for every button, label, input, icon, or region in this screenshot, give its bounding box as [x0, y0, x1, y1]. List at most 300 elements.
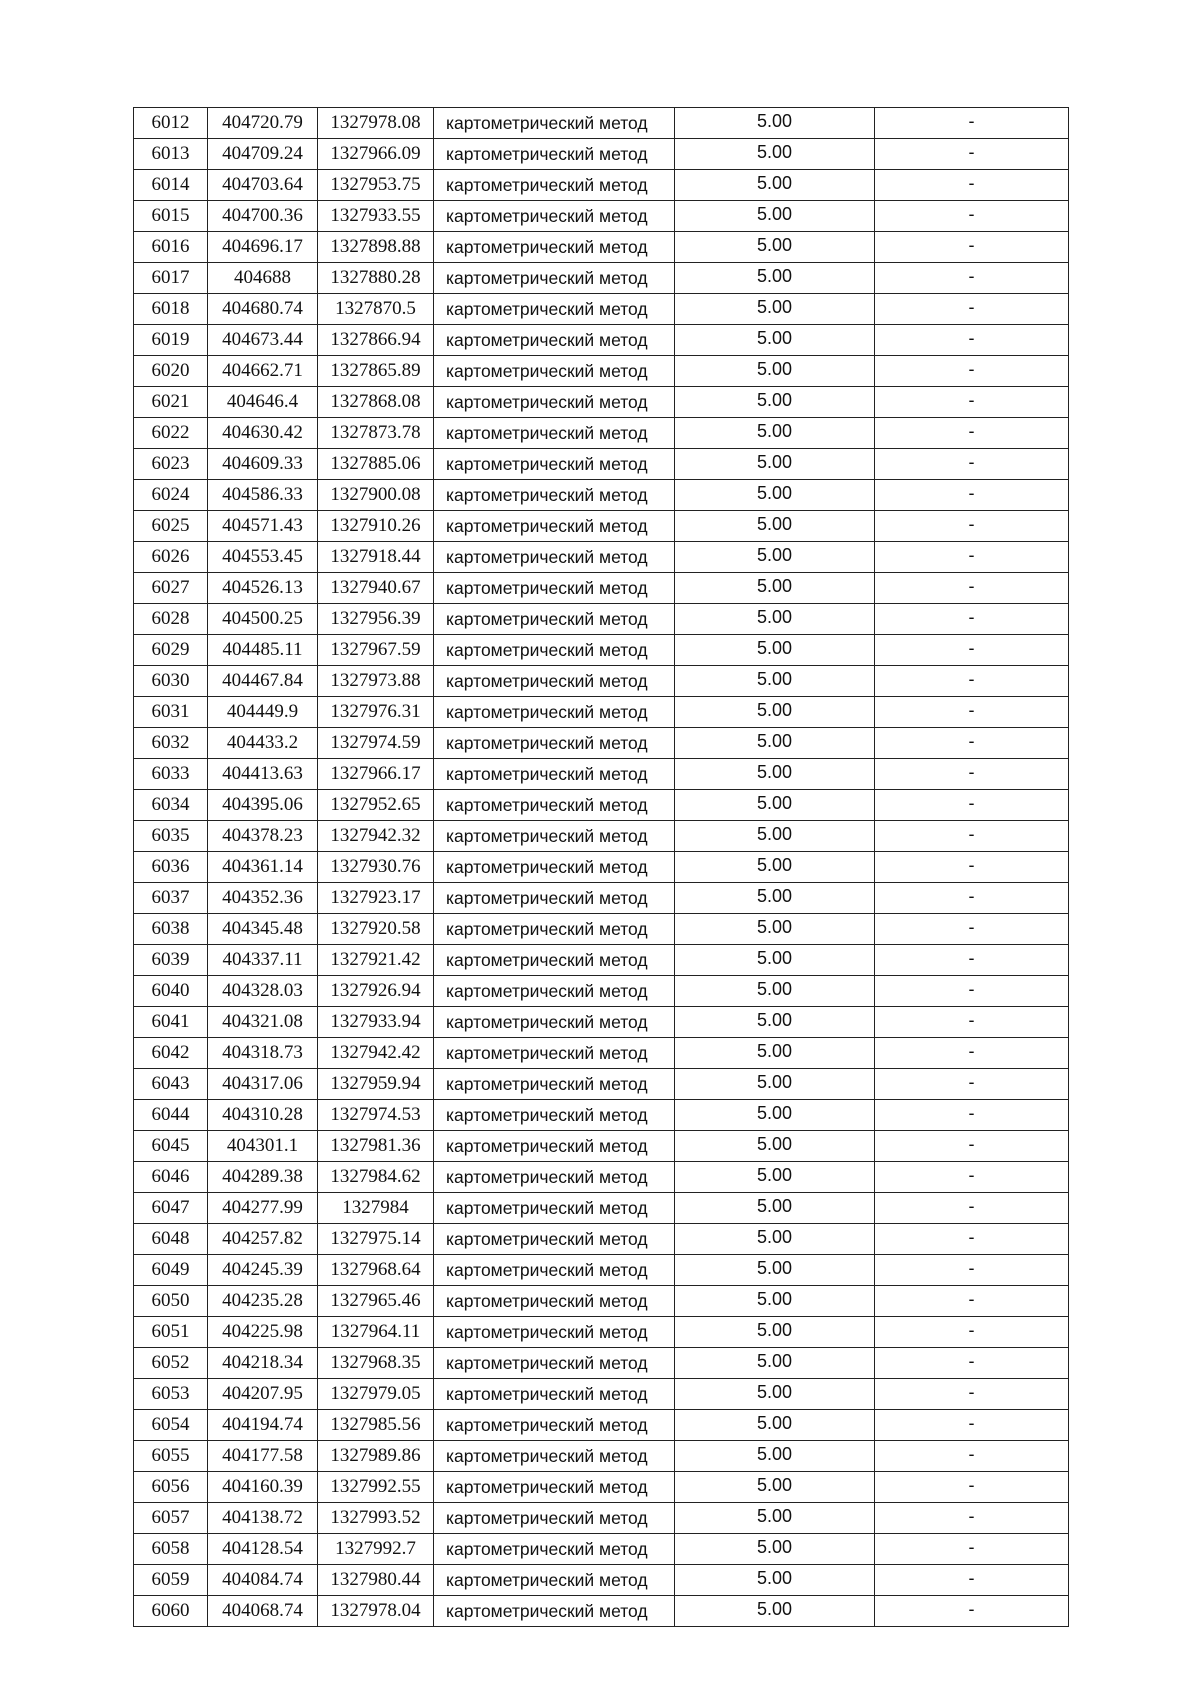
table-row	[134, 1038, 1069, 1069]
point-number-cell: 6029	[134, 635, 208, 666]
coordinate-y-cell: 1327880.28	[318, 263, 434, 294]
coordinate-y-cell: 1327984.62	[318, 1162, 434, 1193]
note-cell: -	[875, 201, 1069, 232]
method-cell: картометрический метод	[434, 1534, 675, 1565]
note-cell: -	[875, 1565, 1069, 1596]
method-cell: картометрический метод	[434, 883, 675, 914]
coordinate-y-cell: 1327978.04	[318, 1596, 434, 1627]
method-cell: картометрический метод	[434, 821, 675, 852]
method-cell: картометрический метод	[434, 697, 675, 728]
coordinate-x-cell: 404433.2	[208, 728, 318, 759]
table-row	[134, 1534, 1069, 1565]
table-row	[134, 1472, 1069, 1503]
accuracy-cell: 5.00	[675, 170, 875, 201]
table-row	[134, 449, 1069, 480]
accuracy-cell: 5.00	[675, 325, 875, 356]
note-cell: -	[875, 1317, 1069, 1348]
point-number-cell: 6043	[134, 1069, 208, 1100]
accuracy-cell: 5.00	[675, 1007, 875, 1038]
method-cell: картометрический метод	[434, 1286, 675, 1317]
coordinate-x-cell: 404301.1	[208, 1131, 318, 1162]
table-row	[134, 1503, 1069, 1534]
point-number-cell: 6041	[134, 1007, 208, 1038]
method-cell: картометрический метод	[434, 1100, 675, 1131]
note-cell: -	[875, 1100, 1069, 1131]
coordinate-x-cell: 404345.48	[208, 914, 318, 945]
method-cell: картометрический метод	[434, 604, 675, 635]
note-cell: -	[875, 1348, 1069, 1379]
accuracy-cell: 5.00	[675, 511, 875, 542]
accuracy-cell: 5.00	[675, 1162, 875, 1193]
table-row	[134, 728, 1069, 759]
accuracy-cell: 5.00	[675, 294, 875, 325]
point-number-cell: 6042	[134, 1038, 208, 1069]
accuracy-cell: 5.00	[675, 945, 875, 976]
coordinate-y-cell: 1327968.64	[318, 1255, 434, 1286]
point-number-cell: 6035	[134, 821, 208, 852]
coordinate-x-cell: 404553.45	[208, 542, 318, 573]
method-cell: картометрический метод	[434, 542, 675, 573]
point-number-cell: 6048	[134, 1224, 208, 1255]
point-number-cell: 6050	[134, 1286, 208, 1317]
table-row	[134, 1596, 1069, 1627]
coordinate-x-cell: 404277.99	[208, 1193, 318, 1224]
method-cell: картометрический метод	[434, 108, 675, 139]
accuracy-cell: 5.00	[675, 1379, 875, 1410]
coordinate-y-cell: 1327965.46	[318, 1286, 434, 1317]
method-cell: картометрический метод	[434, 325, 675, 356]
point-number-cell: 6045	[134, 1131, 208, 1162]
table-row	[134, 201, 1069, 232]
table-row	[134, 1379, 1069, 1410]
point-number-cell: 6046	[134, 1162, 208, 1193]
coordinate-x-cell: 404688	[208, 263, 318, 294]
method-cell: картометрический метод	[434, 201, 675, 232]
note-cell: -	[875, 1224, 1069, 1255]
method-cell: картометрический метод	[434, 1007, 675, 1038]
method-cell: картометрический метод	[434, 666, 675, 697]
point-number-cell: 6018	[134, 294, 208, 325]
coordinate-y-cell: 1327989.86	[318, 1441, 434, 1472]
accuracy-cell: 5.00	[675, 1100, 875, 1131]
note-cell: -	[875, 480, 1069, 511]
accuracy-cell: 5.00	[675, 790, 875, 821]
point-number-cell: 6059	[134, 1565, 208, 1596]
coordinate-y-cell: 1327870.5	[318, 294, 434, 325]
note-cell: -	[875, 821, 1069, 852]
table-row	[134, 511, 1069, 542]
point-number-cell: 6032	[134, 728, 208, 759]
note-cell: -	[875, 232, 1069, 263]
coordinate-y-cell: 1327910.26	[318, 511, 434, 542]
point-number-cell: 6020	[134, 356, 208, 387]
table-row	[134, 232, 1069, 263]
method-cell: картометрический метод	[434, 1565, 675, 1596]
note-cell: -	[875, 1007, 1069, 1038]
point-number-cell: 6025	[134, 511, 208, 542]
point-number-cell: 6044	[134, 1100, 208, 1131]
table-row	[134, 480, 1069, 511]
coordinate-y-cell: 1327898.88	[318, 232, 434, 263]
note-cell: -	[875, 449, 1069, 480]
accuracy-cell: 5.00	[675, 1038, 875, 1069]
method-cell: картометрический метод	[434, 759, 675, 790]
table-row	[134, 945, 1069, 976]
method-cell: картометрический метод	[434, 573, 675, 604]
table-row	[134, 325, 1069, 356]
method-cell: картометрический метод	[434, 728, 675, 759]
coordinates-table-body	[134, 108, 1069, 1627]
coordinate-x-cell: 404709.24	[208, 139, 318, 170]
accuracy-cell: 5.00	[675, 666, 875, 697]
point-number-cell: 6040	[134, 976, 208, 1007]
coordinate-x-cell: 404500.25	[208, 604, 318, 635]
table-row	[134, 1193, 1069, 1224]
coordinate-x-cell: 404352.36	[208, 883, 318, 914]
table-row	[134, 387, 1069, 418]
note-cell: -	[875, 387, 1069, 418]
coordinate-x-cell: 404225.98	[208, 1317, 318, 1348]
coordinate-x-cell: 404328.03	[208, 976, 318, 1007]
coordinate-y-cell: 1327973.88	[318, 666, 434, 697]
accuracy-cell: 5.00	[675, 418, 875, 449]
point-number-cell: 6056	[134, 1472, 208, 1503]
coordinate-y-cell: 1327940.67	[318, 573, 434, 604]
table-row	[134, 170, 1069, 201]
table-row	[134, 666, 1069, 697]
accuracy-cell: 5.00	[675, 542, 875, 573]
coordinate-y-cell: 1327921.42	[318, 945, 434, 976]
table-row	[134, 1007, 1069, 1038]
note-cell: -	[875, 1534, 1069, 1565]
accuracy-cell: 5.00	[675, 883, 875, 914]
accuracy-cell: 5.00	[675, 1286, 875, 1317]
accuracy-cell: 5.00	[675, 480, 875, 511]
note-cell: -	[875, 759, 1069, 790]
coordinate-x-cell: 404194.74	[208, 1410, 318, 1441]
coordinate-x-cell: 404138.72	[208, 1503, 318, 1534]
note-cell: -	[875, 1193, 1069, 1224]
accuracy-cell: 5.00	[675, 914, 875, 945]
coordinate-x-cell: 404703.64	[208, 170, 318, 201]
table-row	[134, 1317, 1069, 1348]
note-cell: -	[875, 790, 1069, 821]
accuracy-cell: 5.00	[675, 1131, 875, 1162]
accuracy-cell: 5.00	[675, 852, 875, 883]
method-cell: картометрический метод	[434, 480, 675, 511]
table-row	[134, 852, 1069, 883]
coordinate-x-cell: 404609.33	[208, 449, 318, 480]
coordinate-y-cell: 1327933.94	[318, 1007, 434, 1038]
coordinate-y-cell: 1327865.89	[318, 356, 434, 387]
note-cell: -	[875, 139, 1069, 170]
method-cell: картометрический метод	[434, 635, 675, 666]
note-cell: -	[875, 1131, 1069, 1162]
coordinate-y-cell: 1327956.39	[318, 604, 434, 635]
coordinate-y-cell: 1327985.56	[318, 1410, 434, 1441]
note-cell: -	[875, 914, 1069, 945]
coordinate-y-cell: 1327885.06	[318, 449, 434, 480]
note-cell: -	[875, 108, 1069, 139]
table-row	[134, 1069, 1069, 1100]
table-row	[134, 139, 1069, 170]
coordinate-y-cell: 1327952.65	[318, 790, 434, 821]
coordinate-y-cell: 1327984	[318, 1193, 434, 1224]
coordinate-x-cell: 404321.08	[208, 1007, 318, 1038]
note-cell: -	[875, 945, 1069, 976]
point-number-cell: 6047	[134, 1193, 208, 1224]
accuracy-cell: 5.00	[675, 1472, 875, 1503]
method-cell: картометрический метод	[434, 449, 675, 480]
coordinate-y-cell: 1327926.94	[318, 976, 434, 1007]
coordinate-y-cell: 1327930.76	[318, 852, 434, 883]
accuracy-cell: 5.00	[675, 1534, 875, 1565]
note-cell: -	[875, 1441, 1069, 1472]
coordinate-x-cell: 404720.79	[208, 108, 318, 139]
table-row	[134, 976, 1069, 1007]
table-row	[134, 790, 1069, 821]
coordinate-x-cell: 404680.74	[208, 294, 318, 325]
method-cell: картометрический метод	[434, 1255, 675, 1286]
coordinate-y-cell: 1327968.35	[318, 1348, 434, 1379]
accuracy-cell: 5.00	[675, 1255, 875, 1286]
point-number-cell: 6036	[134, 852, 208, 883]
method-cell: картометрический метод	[434, 1596, 675, 1627]
accuracy-cell: 5.00	[675, 1193, 875, 1224]
coordinate-x-cell: 404310.28	[208, 1100, 318, 1131]
coordinate-y-cell: 1327942.42	[318, 1038, 434, 1069]
table-row	[134, 821, 1069, 852]
table-row	[134, 1348, 1069, 1379]
method-cell: картометрический метод	[434, 511, 675, 542]
point-number-cell: 6037	[134, 883, 208, 914]
accuracy-cell: 5.00	[675, 604, 875, 635]
point-number-cell: 6024	[134, 480, 208, 511]
table-row	[134, 883, 1069, 914]
coordinate-y-cell: 1327966.17	[318, 759, 434, 790]
coordinate-y-cell: 1327866.94	[318, 325, 434, 356]
point-number-cell: 6049	[134, 1255, 208, 1286]
coordinate-y-cell: 1327980.44	[318, 1565, 434, 1596]
note-cell: -	[875, 604, 1069, 635]
table-row	[134, 1255, 1069, 1286]
coordinate-x-cell: 404160.39	[208, 1472, 318, 1503]
note-cell: -	[875, 1162, 1069, 1193]
method-cell: картометрический метод	[434, 914, 675, 945]
method-cell: картометрический метод	[434, 1162, 675, 1193]
point-number-cell: 6013	[134, 139, 208, 170]
note-cell: -	[875, 1286, 1069, 1317]
method-cell: картометрический метод	[434, 356, 675, 387]
method-cell: картометрический метод	[434, 945, 675, 976]
method-cell: картометрический метод	[434, 1503, 675, 1534]
note-cell: -	[875, 511, 1069, 542]
accuracy-cell: 5.00	[675, 976, 875, 1007]
coordinate-y-cell: 1327979.05	[318, 1379, 434, 1410]
method-cell: картометрический метод	[434, 1131, 675, 1162]
coordinate-y-cell: 1327981.36	[318, 1131, 434, 1162]
coordinate-x-cell: 404317.06	[208, 1069, 318, 1100]
accuracy-cell: 5.00	[675, 1224, 875, 1255]
point-number-cell: 6053	[134, 1379, 208, 1410]
note-cell: -	[875, 1255, 1069, 1286]
accuracy-cell: 5.00	[675, 573, 875, 604]
note-cell: -	[875, 418, 1069, 449]
coordinate-y-cell: 1327959.94	[318, 1069, 434, 1100]
coordinate-x-cell: 404696.17	[208, 232, 318, 263]
table-row	[134, 294, 1069, 325]
coordinate-x-cell: 404318.73	[208, 1038, 318, 1069]
coordinate-x-cell: 404449.9	[208, 697, 318, 728]
coordinate-y-cell: 1327964.11	[318, 1317, 434, 1348]
table-row	[134, 635, 1069, 666]
coordinate-x-cell: 404646.4	[208, 387, 318, 418]
point-number-cell: 6034	[134, 790, 208, 821]
coordinate-x-cell: 404207.95	[208, 1379, 318, 1410]
table-row	[134, 418, 1069, 449]
accuracy-cell: 5.00	[675, 263, 875, 294]
coordinate-x-cell: 404700.36	[208, 201, 318, 232]
coordinate-x-cell: 404485.11	[208, 635, 318, 666]
note-cell: -	[875, 1596, 1069, 1627]
method-cell: картометрический метод	[434, 1441, 675, 1472]
method-cell: картометрический метод	[434, 1069, 675, 1100]
table-row	[134, 263, 1069, 294]
coordinate-x-cell: 404662.71	[208, 356, 318, 387]
coordinate-x-cell: 404467.84	[208, 666, 318, 697]
method-cell: картометрический метод	[434, 418, 675, 449]
table-row	[134, 1565, 1069, 1596]
coordinate-x-cell: 404395.06	[208, 790, 318, 821]
coordinate-x-cell: 404245.39	[208, 1255, 318, 1286]
note-cell: -	[875, 1472, 1069, 1503]
accuracy-cell: 5.00	[675, 1069, 875, 1100]
accuracy-cell: 5.00	[675, 139, 875, 170]
coordinate-x-cell: 404673.44	[208, 325, 318, 356]
method-cell: картометрический метод	[434, 976, 675, 1007]
table-row	[134, 759, 1069, 790]
point-number-cell: 6026	[134, 542, 208, 573]
note-cell: -	[875, 573, 1069, 604]
accuracy-cell: 5.00	[675, 1348, 875, 1379]
coordinate-y-cell: 1327978.08	[318, 108, 434, 139]
point-number-cell: 6021	[134, 387, 208, 418]
accuracy-cell: 5.00	[675, 1317, 875, 1348]
accuracy-cell: 5.00	[675, 108, 875, 139]
accuracy-cell: 5.00	[675, 697, 875, 728]
accuracy-cell: 5.00	[675, 1565, 875, 1596]
coordinate-y-cell: 1327873.78	[318, 418, 434, 449]
coordinate-y-cell: 1327900.08	[318, 480, 434, 511]
point-number-cell: 6016	[134, 232, 208, 263]
coordinate-y-cell: 1327923.17	[318, 883, 434, 914]
method-cell: картометрический метод	[434, 1224, 675, 1255]
table-row	[134, 1224, 1069, 1255]
point-number-cell: 6012	[134, 108, 208, 139]
coordinate-x-cell: 404235.28	[208, 1286, 318, 1317]
point-number-cell: 6031	[134, 697, 208, 728]
point-number-cell: 6027	[134, 573, 208, 604]
point-number-cell: 6054	[134, 1410, 208, 1441]
method-cell: картометрический метод	[434, 170, 675, 201]
note-cell: -	[875, 852, 1069, 883]
note-cell: -	[875, 325, 1069, 356]
coordinate-x-cell: 404177.58	[208, 1441, 318, 1472]
method-cell: картометрический метод	[434, 1410, 675, 1441]
note-cell: -	[875, 1503, 1069, 1534]
coordinate-x-cell: 404413.63	[208, 759, 318, 790]
point-number-cell: 6022	[134, 418, 208, 449]
table-row	[134, 1410, 1069, 1441]
note-cell: -	[875, 1410, 1069, 1441]
accuracy-cell: 5.00	[675, 759, 875, 790]
accuracy-cell: 5.00	[675, 821, 875, 852]
coordinate-x-cell: 404337.11	[208, 945, 318, 976]
method-cell: картометрический метод	[434, 852, 675, 883]
point-number-cell: 6017	[134, 263, 208, 294]
point-number-cell: 6038	[134, 914, 208, 945]
table-row	[134, 604, 1069, 635]
coordinate-x-cell: 404257.82	[208, 1224, 318, 1255]
note-cell: -	[875, 883, 1069, 914]
point-number-cell: 6015	[134, 201, 208, 232]
note-cell: -	[875, 542, 1069, 573]
method-cell: картометрический метод	[434, 387, 675, 418]
coordinate-y-cell: 1327933.55	[318, 201, 434, 232]
note-cell: -	[875, 697, 1069, 728]
coordinate-x-cell: 404630.42	[208, 418, 318, 449]
accuracy-cell: 5.00	[675, 728, 875, 759]
point-number-cell: 6060	[134, 1596, 208, 1627]
point-number-cell: 6030	[134, 666, 208, 697]
point-number-cell: 6033	[134, 759, 208, 790]
method-cell: картометрический метод	[434, 1038, 675, 1069]
accuracy-cell: 5.00	[675, 1410, 875, 1441]
coordinate-y-cell: 1327974.59	[318, 728, 434, 759]
coordinate-y-cell: 1327976.31	[318, 697, 434, 728]
point-number-cell: 6051	[134, 1317, 208, 1348]
note-cell: -	[875, 976, 1069, 1007]
method-cell: картометрический метод	[434, 1317, 675, 1348]
table-row	[134, 573, 1069, 604]
point-number-cell: 6039	[134, 945, 208, 976]
point-number-cell: 6052	[134, 1348, 208, 1379]
coordinate-x-cell: 404526.13	[208, 573, 318, 604]
accuracy-cell: 5.00	[675, 1596, 875, 1627]
accuracy-cell: 5.00	[675, 1503, 875, 1534]
table-row	[134, 108, 1069, 139]
coordinate-y-cell: 1327953.75	[318, 170, 434, 201]
coordinate-x-cell: 404378.23	[208, 821, 318, 852]
note-cell: -	[875, 1038, 1069, 1069]
table-row	[134, 1100, 1069, 1131]
accuracy-cell: 5.00	[675, 1441, 875, 1472]
coordinate-y-cell: 1327868.08	[318, 387, 434, 418]
coordinate-x-cell: 404289.38	[208, 1162, 318, 1193]
method-cell: картометрический метод	[434, 1348, 675, 1379]
coordinate-y-cell: 1327942.32	[318, 821, 434, 852]
method-cell: картометрический метод	[434, 1379, 675, 1410]
coordinate-y-cell: 1327918.44	[318, 542, 434, 573]
point-number-cell: 6014	[134, 170, 208, 201]
coordinates-table	[133, 107, 1069, 1627]
point-number-cell: 6058	[134, 1534, 208, 1565]
point-number-cell: 6019	[134, 325, 208, 356]
coordinate-y-cell: 1327992.7	[318, 1534, 434, 1565]
coordinate-y-cell: 1327993.52	[318, 1503, 434, 1534]
method-cell: картометрический метод	[434, 790, 675, 821]
table-row	[134, 1286, 1069, 1317]
